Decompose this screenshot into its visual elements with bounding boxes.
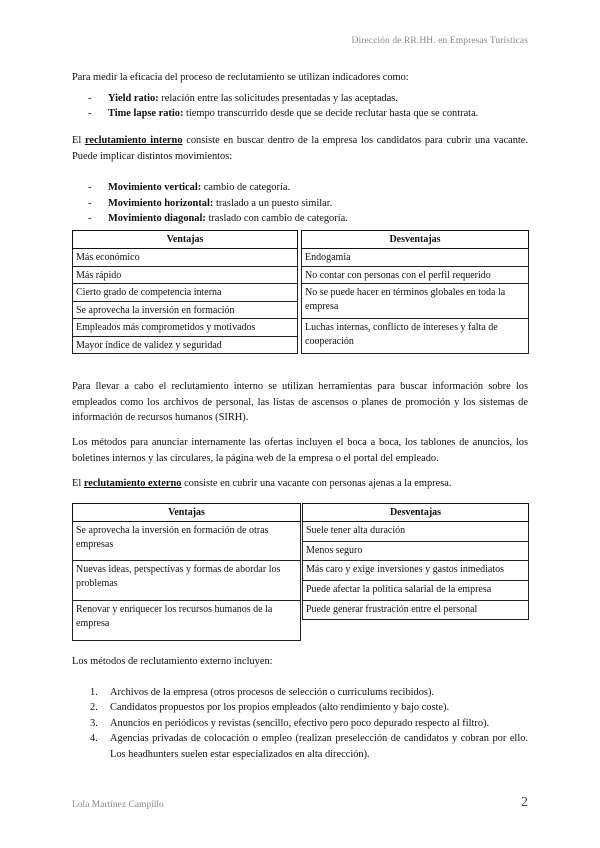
advantage-cell: Mayor índice de validez y seguridad bbox=[73, 336, 298, 354]
list-item: - Movimiento horizontal: traslado a un puesto similar. bbox=[72, 196, 528, 212]
external-methods-list bbox=[72, 685, 528, 763]
list-item: 3. Anuncios en periódicos y revistas (sencillo, efectivo pero poco depurado respecto al filtro). bbox=[90, 717, 490, 729]
advantage-cell: Más económico bbox=[73, 249, 298, 267]
table-row bbox=[73, 266, 529, 284]
disadvantage-cell: Puede afectar la política salarial de la empresa bbox=[303, 581, 529, 601]
table-header-row bbox=[73, 231, 529, 249]
movement-list bbox=[72, 180, 528, 227]
table-row bbox=[73, 561, 529, 581]
external-paragraph: El reclutamiento externo consiste en cubrir una vacante con personas ajenas a la empresa. bbox=[72, 478, 452, 489]
internal-paragraph: El reclutamiento interno consiste en buscar dentro de la empresa los candidatos para cubrir una vacante. Puede implicar distintos movimientos: bbox=[72, 135, 528, 162]
table-row bbox=[73, 601, 529, 620]
table-row bbox=[73, 319, 529, 337]
intro-paragraph: Para medir la eficacia del proceso de reclutamiento se utilizan indicadores como: bbox=[72, 72, 409, 83]
disadvantage-cell: Endogamia bbox=[302, 249, 529, 267]
advantage-cell: Nuevas ideas, perspectivas y formas de abordar los problemas bbox=[73, 561, 301, 601]
header-disadvantages: Desventajas bbox=[303, 504, 529, 522]
list-item: 4. Agencias privadas de colocación o empleo (realizan preselección de candidatos y cobran por ello. Los headhunters suelen estar especializados en alta dirección). bbox=[90, 733, 528, 760]
table-row bbox=[73, 522, 529, 542]
internal-pros-cons-table bbox=[72, 230, 529, 354]
footer-author: Lola Martínez Campillo bbox=[72, 800, 164, 810]
disadvantage-cell: No contar con personas con el perfil requerido bbox=[302, 266, 529, 284]
advantage-cell: Empleados más comprometidos y motivados bbox=[73, 319, 298, 337]
advantage-cell: Más rápido bbox=[73, 266, 298, 284]
header-disadvantages: Desventajas bbox=[302, 231, 529, 249]
advantage-cell: Renovar y enriquecer los recursos humanos de la empresa bbox=[73, 601, 301, 641]
term-internal: reclutamiento interno bbox=[84, 135, 183, 146]
advantage-cell: Cierto grado de competencia interna bbox=[73, 284, 298, 302]
external-methods-section bbox=[72, 654, 528, 762]
intro-section bbox=[72, 70, 528, 122]
term-external: reclutamiento externo bbox=[83, 478, 182, 489]
tools-section bbox=[72, 379, 528, 426]
list-item: - Movimiento diagonal: traslado con cambio de categoría. bbox=[72, 211, 528, 227]
external-methods-intro: Los métodos de reclutamiento externo incluyen: bbox=[72, 656, 273, 667]
disadvantage-cell: Más caro y exige inversiones y gastos inmediatos bbox=[303, 561, 529, 581]
methods-section bbox=[72, 435, 528, 466]
table-header-row bbox=[73, 504, 529, 522]
disadvantage-cell: No se puede hacer en términos globales en toda la empresa bbox=[302, 284, 529, 319]
tools-paragraph: Para llevar a cabo el reclutamiento interno se utilizan herramientas para buscar información sobre los empleados como los archivos de personal, las listas de ascensos o planes de promoción y los sistemas de información de recursos humanos (SIRH). bbox=[72, 381, 528, 423]
list-item: - Time lapse ratio: tiempo transcurrido desde que se decide reclutar hasta que se contrata. bbox=[72, 106, 528, 122]
external-recruitment-section bbox=[72, 476, 528, 492]
advantage-cell: Se aprovecha la inversión en formación de otras empresas bbox=[73, 522, 301, 561]
advantage-cell: Se aprovecha la inversión en formación bbox=[73, 301, 298, 319]
table-row bbox=[73, 249, 529, 267]
list-item: - Yield ratio: relación entre las solicitudes presentadas y las aceptadas. bbox=[72, 91, 528, 107]
page-number: 2 bbox=[521, 795, 528, 810]
running-header: Dirección de RR.HH. en Empresas Turísticas bbox=[351, 36, 528, 46]
list-item: 1. Archivos de la empresa (otros procesos de selección o curriculums recibidos). bbox=[90, 686, 435, 698]
list-item: 2. Candidatos propuestos por los propios empleados (alto rendimiento y bajo coste). bbox=[90, 702, 450, 713]
disadvantage-cell: Menos seguro bbox=[303, 541, 529, 561]
table-row bbox=[73, 284, 529, 302]
disadvantage-cell: Suele tener alta duración bbox=[303, 522, 529, 542]
header-advantages: Ventajas bbox=[73, 231, 298, 249]
internal-methods-paragraph: Los métodos para anunciar internamente las ofertas incluyen el boca a boca, los tablones de anuncios, los boletines internos y las circulares, la página web de la empresa o el portal del empleado. bbox=[72, 437, 528, 464]
indicator-list bbox=[72, 91, 528, 122]
external-pros-cons-table bbox=[72, 503, 529, 641]
internal-recruitment-section bbox=[72, 133, 528, 227]
header-advantages: Ventajas bbox=[73, 504, 301, 522]
disadvantage-cell: Luchas internas, conflicto de intereses y falta de cooperación bbox=[302, 319, 529, 354]
disadvantage-cell: Puede generar frustración entre el personal bbox=[303, 601, 529, 620]
list-item: - Movimiento vertical: cambio de categoría. bbox=[72, 180, 528, 196]
